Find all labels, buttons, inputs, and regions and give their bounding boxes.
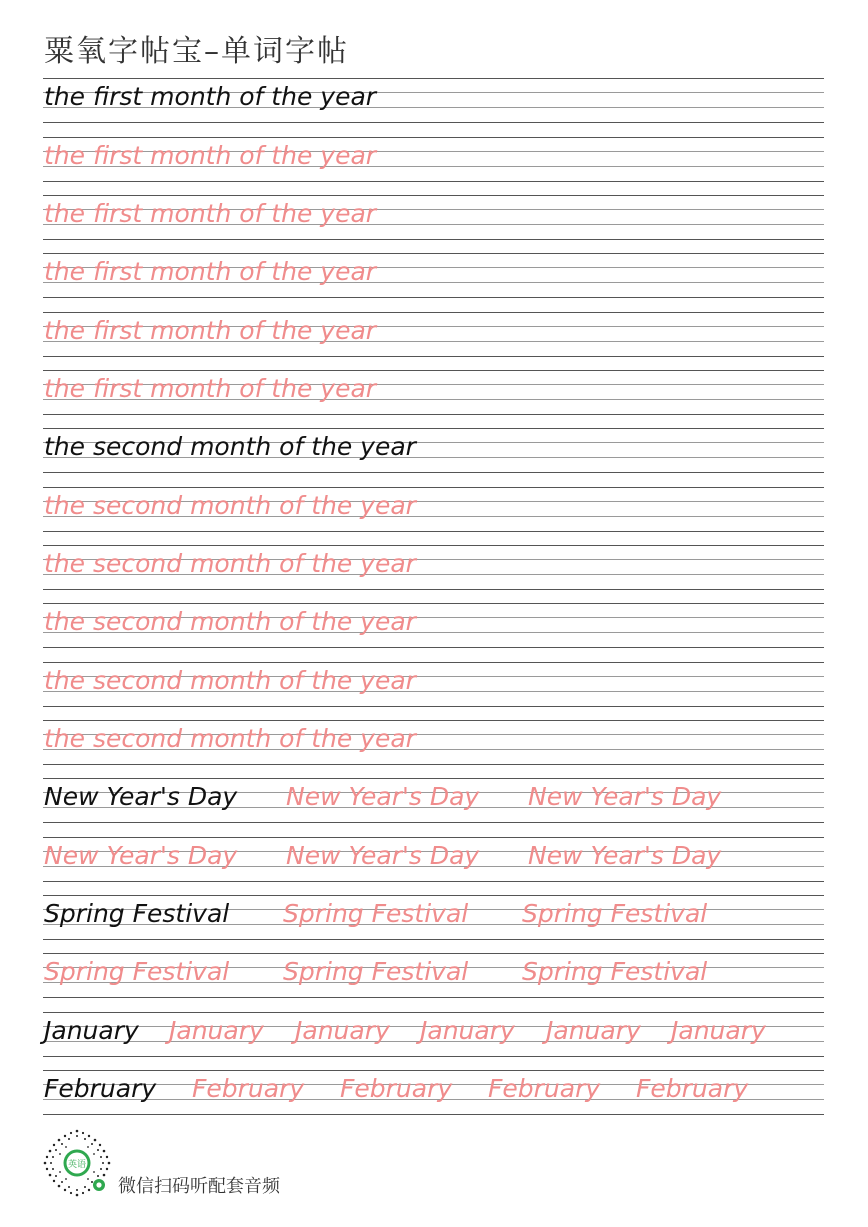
footer: [42, 1128, 442, 1198]
model-text: February: [44, 1074, 157, 1103]
trace-text: New Year's Day: [528, 841, 722, 870]
trace-text: January: [671, 1016, 766, 1045]
trace-text: the second month of the year: [44, 724, 416, 753]
trace-text: New Year's Day: [286, 841, 480, 870]
qr-center-label: 英语: [67, 1160, 87, 1170]
trace-text: January: [295, 1016, 390, 1045]
practice-row-8: [43, 487, 824, 531]
model-text: New Year's Day: [44, 782, 238, 811]
trace-text: New Year's Day: [44, 841, 238, 870]
practice-row-12: [43, 720, 824, 764]
qr-code-icon[interactable]: [42, 1128, 112, 1198]
practice-row-13: [43, 778, 824, 822]
practice-row-16: [43, 953, 824, 997]
trace-text: January: [546, 1016, 641, 1045]
trace-text: New Year's Day: [528, 782, 722, 811]
practice-row-3: [43, 195, 824, 239]
trace-text: February: [636, 1074, 749, 1103]
trace-text: January: [420, 1016, 515, 1045]
model-text: the second month of the year: [44, 432, 416, 461]
footer-text: 微信扫码听配套音频: [118, 1176, 280, 1197]
trace-text: New Year's Day: [286, 782, 480, 811]
trace-text: Spring Festival: [44, 957, 230, 986]
practice-row-10: [43, 603, 824, 647]
trace-text: the second month of the year: [44, 666, 416, 695]
trace-text: Spring Festival: [522, 957, 708, 986]
model-text: Spring Festival: [44, 899, 230, 928]
model-text: the first month of the year: [44, 82, 377, 111]
trace-text: the second month of the year: [44, 607, 416, 636]
practice-row-9: [43, 545, 824, 589]
trace-text: the first month of the year: [44, 199, 377, 228]
trace-text: Spring Festival: [522, 899, 708, 928]
practice-row-5: [43, 312, 824, 356]
trace-text: the first month of the year: [44, 374, 377, 403]
practice-row-14: [43, 837, 824, 881]
practice-row-6: [43, 370, 824, 414]
page-title: 粟氧字帖宝–单词字帖: [44, 34, 349, 69]
practice-row-2: [43, 137, 824, 181]
practice-row-18: [43, 1070, 824, 1114]
model-text: January: [44, 1016, 139, 1045]
trace-text: February: [488, 1074, 601, 1103]
trace-text: the first month of the year: [44, 141, 377, 170]
practice-row-15: [43, 895, 824, 939]
trace-text: January: [169, 1016, 264, 1045]
practice-row-11: [43, 662, 824, 706]
practice-row-7: [43, 428, 824, 472]
practice-row-4: [43, 253, 824, 297]
trace-text: February: [192, 1074, 305, 1103]
trace-text: the second month of the year: [44, 491, 416, 520]
trace-text: the first month of the year: [44, 316, 377, 345]
trace-text: the second month of the year: [44, 549, 416, 578]
trace-text: February: [340, 1074, 453, 1103]
practice-row-17: [43, 1012, 824, 1056]
trace-text: Spring Festival: [283, 899, 469, 928]
trace-text: Spring Festival: [283, 957, 469, 986]
practice-row-1: [43, 78, 824, 122]
trace-text: the first month of the year: [44, 257, 377, 286]
